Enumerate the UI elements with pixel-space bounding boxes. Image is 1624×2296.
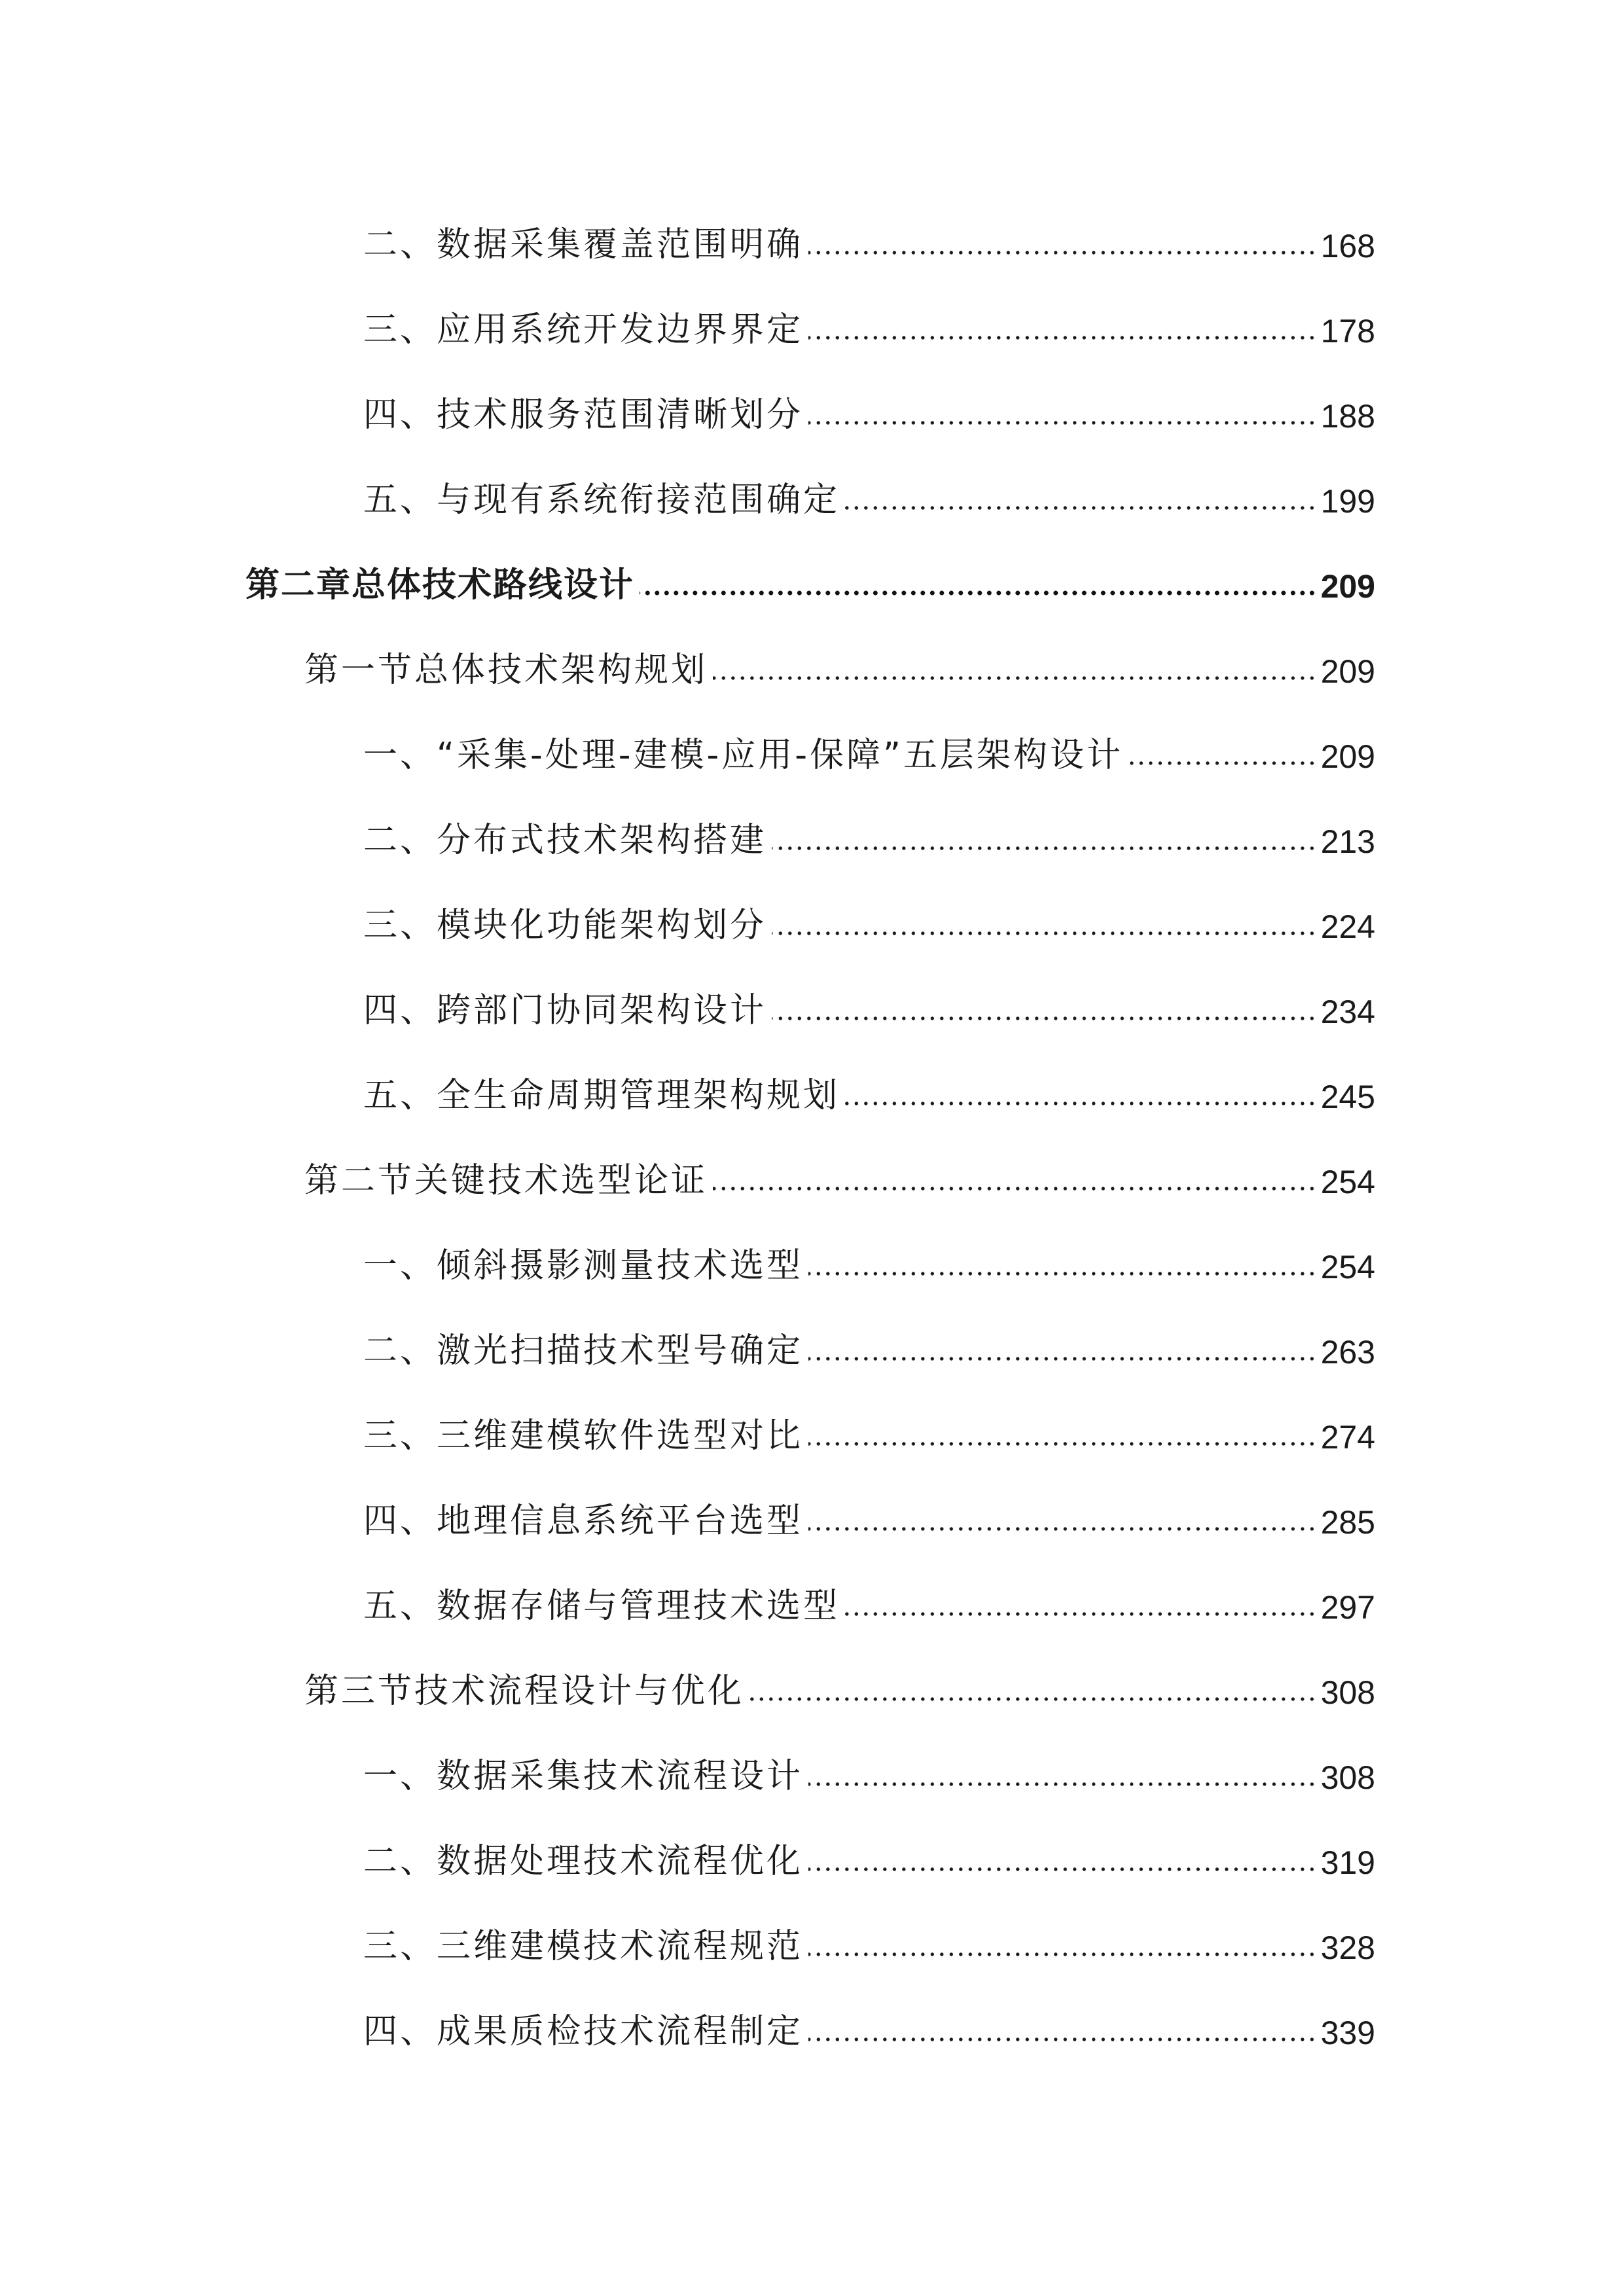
toc-entry-title: 四、地理信息系统平台选型 <box>363 1501 804 1541</box>
toc-section-entry[interactable] <box>304 1149 1375 1201</box>
toc-entry[interactable] <box>363 1914 1375 1967</box>
toc-dot-leader <box>808 334 1317 341</box>
toc-dot-leader <box>845 1100 1317 1107</box>
toc-page-number: 168 <box>1320 227 1375 264</box>
toc-entry-title: 三、三维建模软件选型对比 <box>363 1416 804 1456</box>
toc-page-number: 308 <box>1320 1674 1375 1711</box>
toc-entry-title: 三、应用系统开发边界界定 <box>363 310 804 350</box>
toc-dot-leader <box>808 1781 1317 1787</box>
toc-page-number: 339 <box>1320 2014 1375 2051</box>
toc-dot-leader <box>713 675 1317 681</box>
toc-dot-leader <box>808 249 1317 256</box>
toc-dot-leader <box>749 1696 1317 1702</box>
toc-section-entry[interactable] <box>304 638 1375 691</box>
toc-entry-title: 四、成果质检技术流程制定 <box>363 2012 804 2052</box>
toc-page-number: 274 <box>1320 1418 1375 1456</box>
toc-entry-title: 五、全生命周期管理架构规划 <box>363 1076 840 1116</box>
toc-entry[interactable] <box>363 723 1375 776</box>
toc-entry[interactable] <box>363 2000 1375 2052</box>
toc-section-entry[interactable] <box>304 1659 1375 1712</box>
toc-page-number: 319 <box>1320 1844 1375 1881</box>
toc-entry-title: 二、激光扫描技术型号确定 <box>363 1331 804 1371</box>
toc-entry[interactable] <box>363 1574 1375 1626</box>
toc-dot-leader <box>808 420 1317 426</box>
toc-entry-title: 第二节关键技术选型论证 <box>304 1161 708 1201</box>
toc-entry[interactable] <box>363 1744 1375 1797</box>
toc-entry[interactable] <box>363 1829 1375 1882</box>
toc-entry-title: 二、数据采集覆盖范围明确 <box>363 225 804 265</box>
toc-page-number: 308 <box>1320 1759 1375 1796</box>
toc-dot-leader <box>808 1270 1317 1277</box>
toc-chapter-entry[interactable] <box>245 553 1375 605</box>
toc-dot-leader <box>808 1441 1317 1447</box>
toc-entry[interactable] <box>363 1404 1375 1456</box>
toc-page-number: 199 <box>1320 482 1375 520</box>
toc-entry-title: 一、数据采集技术流程设计 <box>363 1757 804 1797</box>
toc-entry-title: 二、分布式技术架构搭建 <box>363 821 767 861</box>
toc-entry[interactable] <box>363 383 1375 435</box>
toc-entry-title: 四、跨部门协同架构设计 <box>363 991 767 1031</box>
toc-dot-leader <box>808 2036 1317 2043</box>
toc-dot-leader <box>845 505 1317 511</box>
toc-page-number: 224 <box>1320 908 1375 945</box>
toc-entry-title: 三、模块化功能架构划分 <box>363 906 767 946</box>
toc-dot-leader <box>1128 760 1317 766</box>
toc-dot-leader <box>640 590 1317 596</box>
toc-page-number: 297 <box>1320 1588 1375 1626</box>
toc-entry-title: 一、倾斜摄影测量技术选型 <box>363 1246 804 1286</box>
toc-entry[interactable] <box>363 808 1375 861</box>
toc-entry[interactable] <box>363 978 1375 1031</box>
toc-dot-leader <box>713 1185 1317 1192</box>
toc-page-number: 254 <box>1320 1163 1375 1200</box>
toc-entry[interactable] <box>363 1319 1375 1371</box>
toc-page-number: 245 <box>1320 1078 1375 1115</box>
toc-page-number: 178 <box>1320 312 1375 350</box>
toc-dot-leader <box>772 845 1317 852</box>
toc-entry[interactable] <box>363 468 1375 520</box>
toc-page-number: 209 <box>1320 738 1375 775</box>
toc-entry-title: 四、技术服务范围清晰划分 <box>363 395 804 435</box>
toc-page-number: 285 <box>1320 1503 1375 1541</box>
toc-entry[interactable] <box>363 893 1375 946</box>
toc-entry[interactable] <box>363 1489 1375 1541</box>
toc-dot-leader <box>808 1355 1317 1362</box>
toc-dot-leader <box>808 1526 1317 1532</box>
toc-page-number: 213 <box>1320 823 1375 860</box>
toc-entry-title: 五、与现有系统衔接范围确定 <box>363 480 840 520</box>
toc-entry[interactable] <box>363 1064 1375 1116</box>
toc-dot-leader <box>808 1866 1317 1873</box>
toc-dot-leader <box>808 1951 1317 1958</box>
toc-page-number: 254 <box>1320 1248 1375 1285</box>
toc-page-number: 234 <box>1320 993 1375 1030</box>
toc-dot-leader <box>772 1015 1317 1022</box>
toc-entry[interactable] <box>363 213 1375 265</box>
toc-dot-leader <box>772 930 1317 937</box>
toc-entry-title: 第二章总体技术路线设计 <box>245 565 635 605</box>
toc-page-number: 328 <box>1320 1929 1375 1966</box>
toc-page-number: 188 <box>1320 397 1375 435</box>
toc-entry[interactable] <box>363 298 1375 350</box>
toc-dot-leader <box>845 1611 1317 1617</box>
toc-entry-title: 第一节总体技术架构规划 <box>304 651 708 691</box>
toc-page-number: 209 <box>1320 653 1375 690</box>
toc-entry-title: 一、“采集-处理-建模-应用-保障”五层架构设计 <box>363 736 1123 776</box>
toc-entry-title: 第三节技术流程设计与优化 <box>304 1672 745 1712</box>
toc-entry[interactable] <box>363 1234 1375 1286</box>
toc-entry-title: 三、三维建模技术流程规范 <box>363 1927 804 1967</box>
toc-page-number: 209 <box>1320 567 1375 605</box>
toc-entry-title: 五、数据存储与管理技术选型 <box>363 1587 840 1626</box>
toc-entry-title: 二、数据处理技术流程优化 <box>363 1842 804 1882</box>
toc-page-number: 263 <box>1320 1333 1375 1371</box>
